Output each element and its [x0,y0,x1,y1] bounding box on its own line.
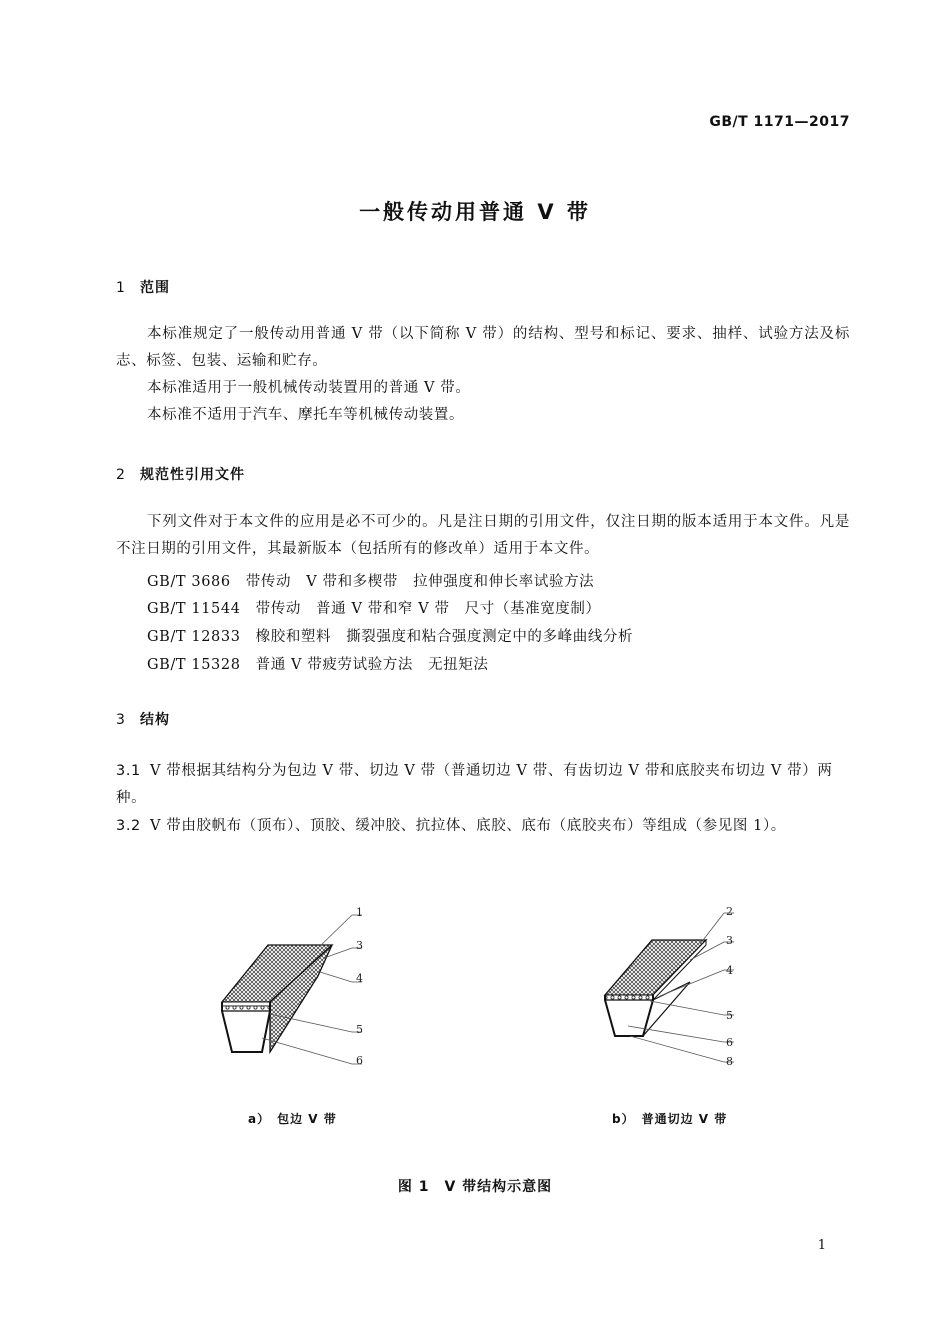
figure-title: 图 1 V 带结构示意图 [397,1179,553,1195]
part-label: 5 [356,1023,363,1036]
reference-item: GB/T 3686 带传动 V 带和多楔带 拉伸强度和伸长率试验方法 [147,574,595,590]
clause-number: 3.2 [116,818,141,834]
section-1-heading [116,277,170,297]
section-3-heading [116,709,170,729]
section-title: 结构 [140,712,170,728]
clause-text: V 带由胶帆布（顶布）、顶胶、缓冲胶、抗拉体、底胶、底布（底胶夹布）等组成（参见图 1）。 [150,818,786,834]
page-number: 1 [817,1238,826,1253]
clause-text: V 带根据其结构分为包边 V 带、切边 V 带（普通切边 V 带、有齿切边 V 带和底胶夹布切边 V 带）两种。 [116,763,833,806]
part-label: 6 [726,1036,733,1049]
reference-item: GB/T 12833 橡胶和塑料 撕裂强度和粘合强度测定中的多峰曲线分析 [147,629,634,645]
section-title: 范围 [140,280,170,296]
normative-intro: 下列文件对于本文件的应用是必不可少的。凡是注日期的引用文件，仅注日期的版本适用于本文件。凡是不注日期的引用文件，其最新版本（包括所有的修改单）适用于本文件。 [116,514,850,557]
section-number: 1 [116,280,126,296]
reference-item: GB/T 15328 普通 V 带疲劳试验方法 无扭矩法 [147,657,489,673]
part-label: 1 [356,906,363,919]
wrapped-v-belt-drawing [222,906,363,1067]
part-label: 8 [726,1055,733,1068]
clause-3-1 [116,758,850,812]
section-number: 3 [116,712,126,728]
part-label: 5 [726,1009,733,1022]
scope-paragraph-1: 本标准规定了一般传动用普通 V 带（以下简称 V 带）的结构、型号和标记、要求、抽样、试验方法及标志、标签、包装、运输和贮存。 [116,326,850,369]
part-label: 4 [356,972,363,985]
figure-1-diagram [0,890,950,1080]
raw-edge-v-belt-drawing [605,905,734,1068]
reference-item: GB/T 11544 带传动 普通 V 带和窄 V 带 尺寸（基准宽度制） [147,601,601,617]
caption-b: b） 普通切边 V 带 [612,1112,728,1126]
caption-a: a） 包边 V 带 [248,1112,337,1126]
part-label: 2 [726,905,733,918]
scope-paragraph-3: 本标准不适用于汽车、摩托车等机械传动装置。 [147,407,465,423]
part-label: 6 [356,1054,363,1067]
part-label: 3 [356,939,363,952]
part-label: 4 [726,964,733,977]
section-title: 规范性引用文件 [140,467,245,483]
standard-code: GB/T 1171—2017 [709,114,850,130]
clause-number: 3.1 [116,763,141,779]
section-number: 2 [116,467,126,483]
document-title: 一般传动用普通 V 带 [359,200,591,224]
scope-paragraph-2: 本标准适用于一般机械传动装置用的普通 V 带。 [147,380,471,396]
part-label: 3 [726,934,733,947]
section-2-heading [116,464,245,484]
clause-3-2 [116,813,850,840]
